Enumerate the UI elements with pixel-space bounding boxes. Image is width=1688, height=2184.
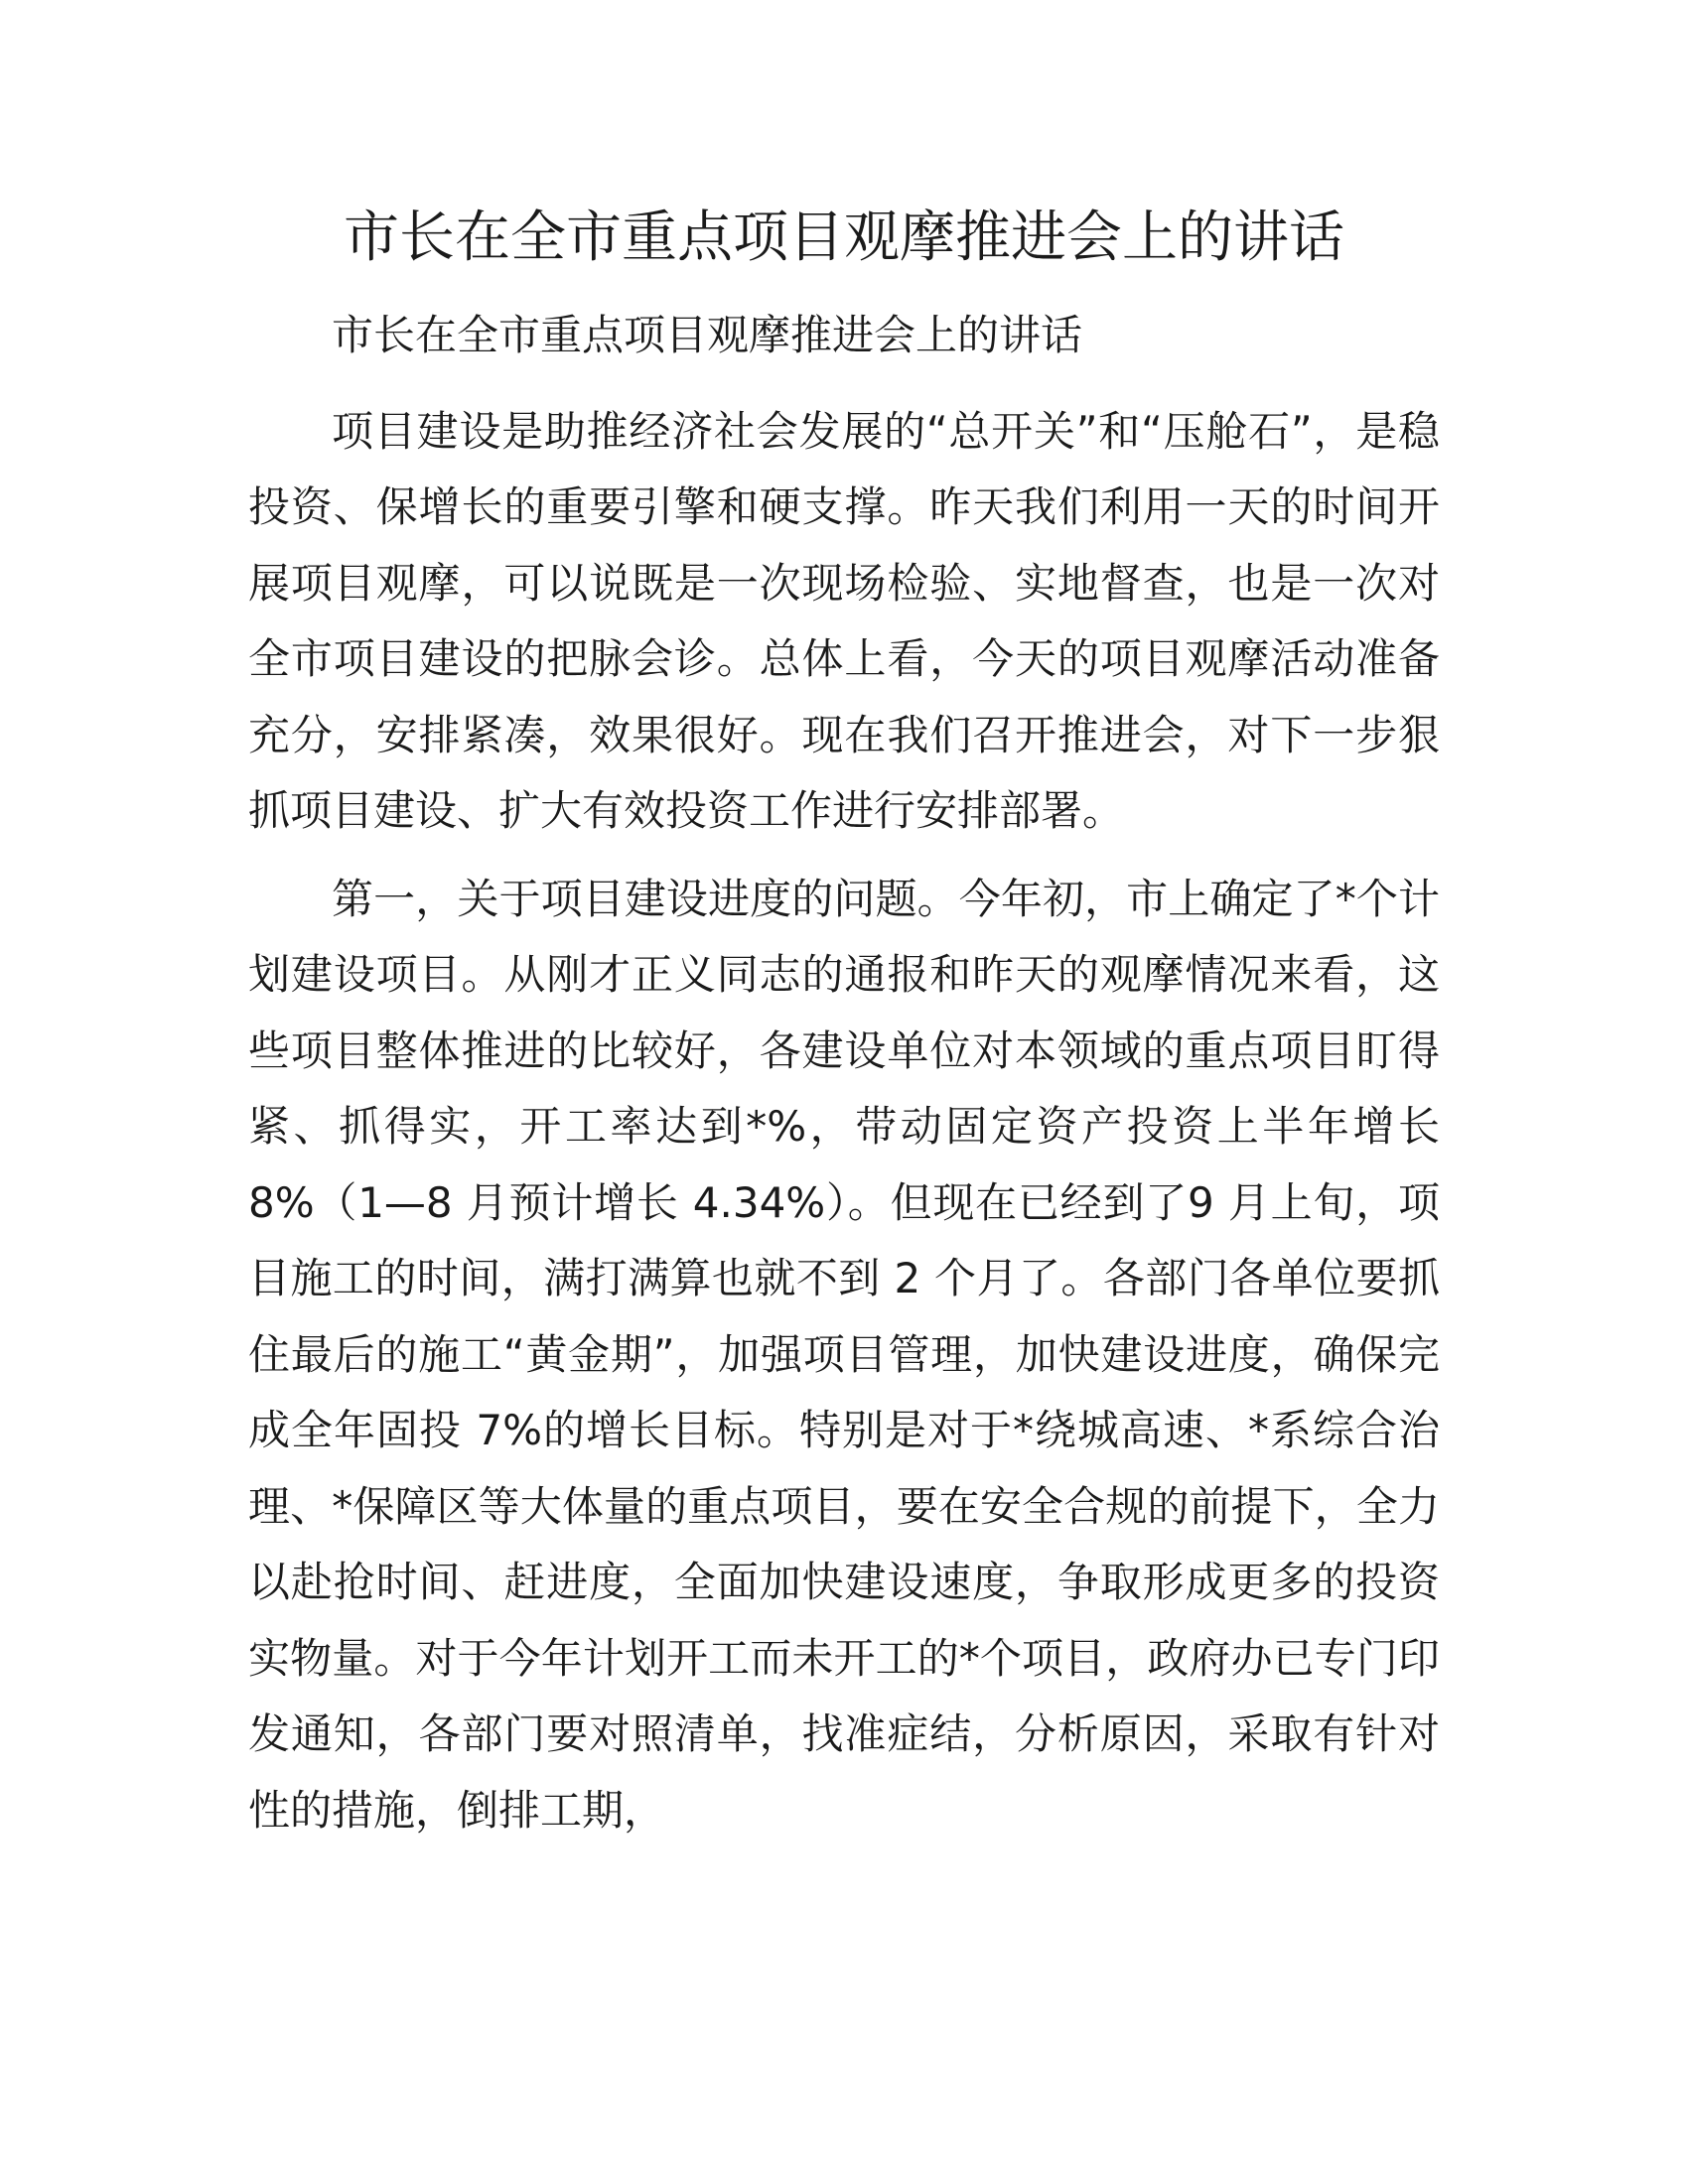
paragraph-first-point: 第一，关于项目建设进度的问题。今年初，市上确定了*个计划建设项目。从刚才正义同志的通报和昨天的观摩情况来看，这些项目整体推进的比较好，各建设单位对本领域的重点项目盯得紧、抓得实，开工率达到*%，带动固定资产投资上半年增长 8%（1—8 月预计增长 4.34%）。但现在已经到了9 月上旬，项目施工的时间，满打满算也就不到 2 个月了。各部门各单位要抓住最后的施工“黄金期”，加强项目管理，加快建设进度，确保完成全年固投 7%的增长目标。特别是对于*绕城高速、*系综合治理、*保障区等大体量的重点项目，要在安全合规的前提下，全力以赴抢时间、赶进度，全面加快建设速度，争取形成更多的投资实物量。对于今年计划开工而未开工的*个项目，政府办已专门印发通知，各部门要对照清单，找准症结，分析原因，采取有针对性的措施，倒排工期， — [248, 874, 1440, 1835]
document-body — [248, 298, 1440, 1860]
paragraph-intro: 项目建设是助推经济社会发展的“总开关”和“压舱石”，是稳投资、保增长的重要引擎和硬支撑。昨天我们利用一天的时间开展项目观摩，可以说既是一次现场检验、实地督查，也是一次对全市项目建设的把脉会诊。总体上看，今天的项目观摩活动准备充分，安排紧凑，效果很好。现在我们召开推进会，对下一步狠抓项目建设、扩大有效投资工作进行安排部署。 — [248, 406, 1440, 835]
document-title: 市长在全市重点项目观摩推进会上的讲话 — [344, 205, 1344, 270]
document-subtitle: 市长在全市重点项目观摩推进会上的讲话 — [332, 311, 1083, 359]
